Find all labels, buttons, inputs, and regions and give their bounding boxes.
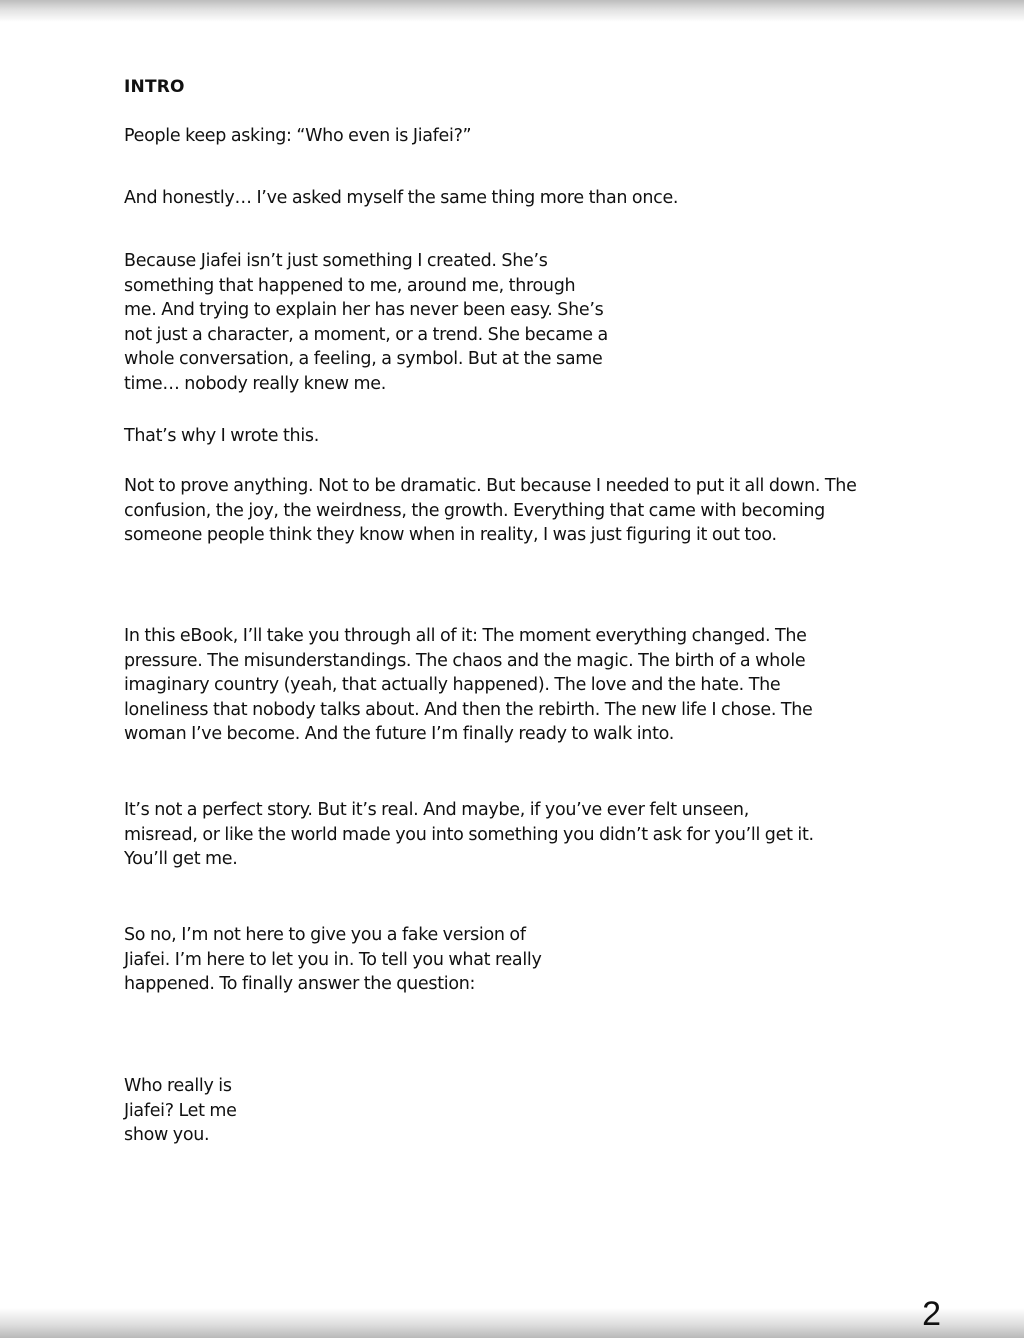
paragraph-4 (124, 424, 319, 449)
text-line: Not to prove anything. Not to be dramatic. But because I needed to put it all down. The (124, 476, 857, 496)
paragraph-3 (124, 249, 608, 396)
text-line: That’s why I wrote this. (124, 426, 319, 446)
page-number: 2 (922, 1295, 941, 1333)
text-line: misread, or like the world made you into something you didn’t ask for you’ll get it. (124, 824, 814, 845)
page-top-shadow (0, 0, 1024, 22)
text-line: Who really is (124, 1076, 232, 1096)
text-line: pressure. The misunderstandings. The chaos and the magic. The birth of a whole (124, 650, 806, 671)
text-line: Jiafei? Let me (124, 1100, 237, 1121)
text-line: In this eBook, I’ll take you through all of it: The moment everything changed. The (124, 626, 807, 646)
paragraph-7 (124, 798, 814, 872)
text-line: It’s not a perfect story. But it’s real. And maybe, if you’ve ever felt unseen, (124, 800, 749, 820)
text-line: confusion, the joy, the weirdness, the growth. Everything that came with becoming (124, 500, 825, 521)
text-line: People keep asking: “Who even is Jiafei?” (124, 126, 472, 146)
text-line: not just a character, a moment, or a trend. She became a (124, 324, 608, 345)
text-line: So no, I’m not here to give you a fake version of (124, 925, 526, 945)
text-line: happened. To finally answer the question: (124, 974, 476, 994)
text-line: loneliness that nobody talks about. And then the rebirth. The new life I chose. The (124, 699, 813, 720)
text-line: something that happened to me, around me, through (124, 275, 576, 296)
paragraph-5 (124, 474, 857, 548)
text-line: me. And trying to explain her has never been easy. She’s (124, 300, 604, 320)
paragraph-6 (124, 624, 813, 747)
text-line: You’ll get me. (124, 849, 238, 869)
text-line: Jiafei. I’m here to let you in. To tell you what really (124, 949, 542, 970)
text-line: show you. (124, 1125, 210, 1145)
paragraph-1 (124, 124, 471, 149)
paragraph-9 (124, 1074, 237, 1148)
text-line: woman I’ve become. And the future I’m finally ready to walk into. (124, 724, 675, 744)
text-line: someone people think they know when in reality, I was just figuring it out too. (124, 525, 777, 545)
text-line: And honestly… I’ve asked myself the same thing more than once. (124, 188, 679, 208)
paragraph-8 (124, 923, 542, 997)
paragraph-2 (124, 186, 678, 211)
text-line: imaginary country (yeah, that actually happened). The love and the hate. The (124, 675, 781, 695)
page-bottom-shadow (0, 1308, 1024, 1338)
text-line: Because Jiafei isn’t just something I created. She’s (124, 251, 548, 271)
section-heading: INTRO (124, 77, 185, 97)
text-line: whole conversation, a feeling, a symbol. But at the same (124, 349, 603, 369)
text-line: time… nobody really knew me. (124, 373, 387, 394)
